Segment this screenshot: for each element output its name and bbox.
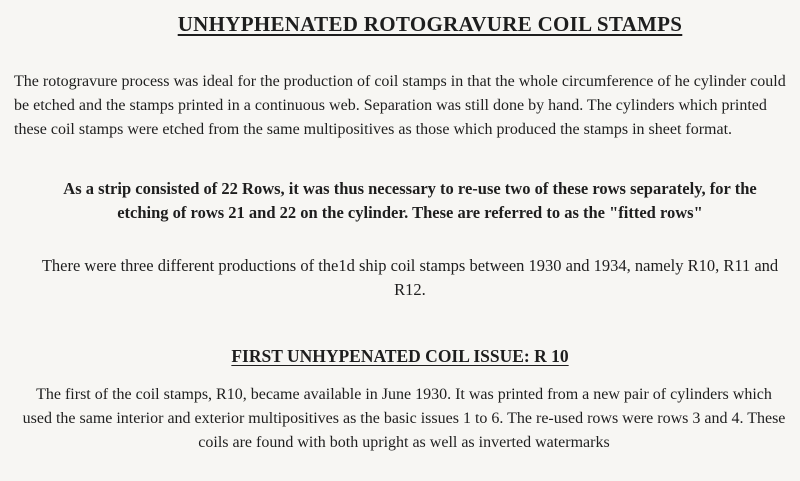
intro-paragraph: The rotogravure process was ideal for the production of coil stamps in that the whole circumference of he cylinder could be etched and the stamps printed in a continuous web. Separation was still done by hand. The cylinders which printed these coil stamps were etched from the same multipositives as those which produced the stamps in sheet format. bbox=[14, 73, 786, 138]
first-issue-paragraph: The first of the coil stamps, R10, became available in June 1930. It was printed from a new pair of cylinders which used the same interior and exterior multipositives as the basic issues 1 to 6. The re-used rows were rows 3 and 4. These coils are found with both upright as well as inverted watermarks bbox=[22, 386, 786, 451]
page-title: UNHYPHENATED ROTOGRAVURE COIL STAMPS bbox=[177, 12, 683, 36]
section-heading: FIRST UNHYPENATED COIL ISSUE: R 10 bbox=[231, 346, 569, 366]
fitted-rows-paragraph: As a strip consisted of 22 Rows, it was thus necessary to re-use two of these rows separately, for the etching of rows 21 and 22 on the cylinder. These are referred to as the "fitted rows" bbox=[63, 179, 757, 222]
productions-paragraph: There were three different productions of the1d ship coil stamps between 1930 and 1934, namely R10, R11 and R12. bbox=[41, 256, 779, 299]
